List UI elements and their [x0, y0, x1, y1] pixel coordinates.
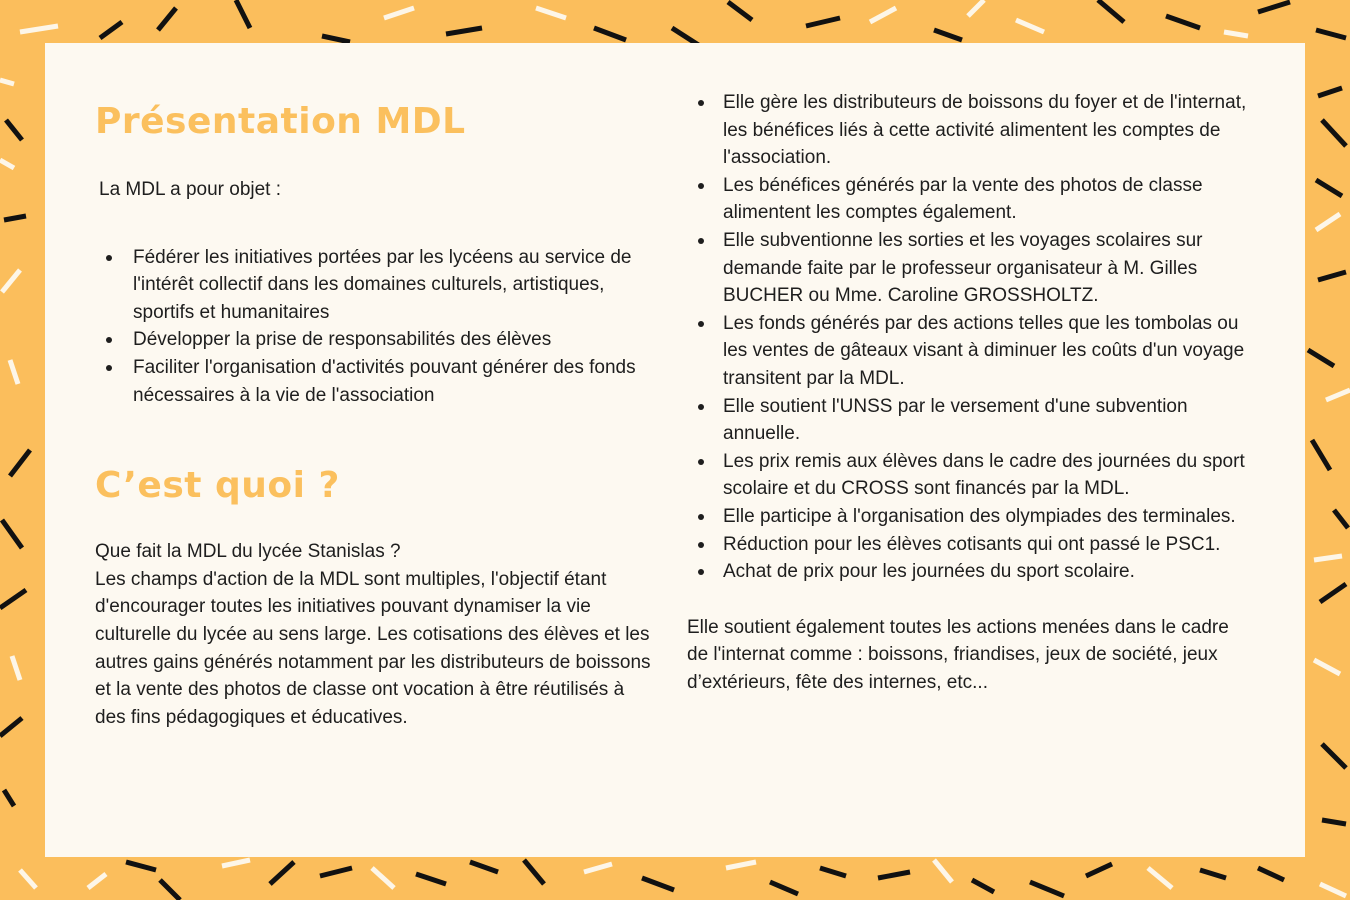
confetti-stroke [1316, 180, 1342, 196]
description-paragraph: Les champs d'action de la MDL sont multiples, l'objectif étant d'encourager toutes les initiatives pouvant dynamiser la vie culturelle du lycée au sens large. Les cotisations des élèves et les autres gains générés notamment par les distributeurs de boissons et la vente des photos de classe ont vocation à être réutilisés à des fins pédagogiques et éducatives. [95, 568, 651, 728]
intro-text: La MDL a pour objet : [99, 179, 282, 200]
confetti-stroke [320, 868, 352, 876]
confetti-stroke [934, 860, 952, 882]
confetti-stroke [4, 216, 26, 220]
confetti-stroke [870, 8, 896, 22]
confetti-stroke [1316, 214, 1340, 230]
confetti-stroke [1314, 660, 1340, 674]
confetti-stroke [972, 880, 994, 892]
confetti-stroke [524, 860, 544, 884]
confetti-stroke [806, 18, 840, 26]
confetti-stroke [1322, 820, 1346, 824]
list-item: Faciliter l'organisation d'activités pouvant générer des fonds nécessaires à la vie de l'association [95, 354, 655, 409]
list-item: Elle gère les distributeurs de boissons du foyer et de l'internat, les bénéfices liés à cette activité alimentent les comptes de l'association. [687, 89, 1247, 172]
confetti-stroke [1148, 868, 1172, 888]
confetti-stroke [126, 862, 156, 870]
confetti-stroke [470, 862, 498, 872]
list-item: Développer la prise de responsabilités des élèves [95, 326, 655, 354]
confetti-stroke [88, 874, 106, 888]
confetti-stroke [1320, 584, 1346, 602]
confetti-stroke [2, 520, 22, 548]
confetti-stroke [100, 22, 122, 38]
confetti-stroke [728, 2, 752, 20]
confetti-stroke [0, 160, 14, 168]
confetti-stroke [1308, 350, 1334, 366]
confetti-stroke [322, 36, 350, 42]
confetti-stroke [446, 28, 482, 34]
right-column [687, 89, 1247, 696]
confetti-stroke [1326, 390, 1350, 400]
confetti-stroke [12, 656, 20, 680]
closing-paragraph: Elle soutient également toutes les actions menées dans le cadre de l'internat comme : boissons, friandises, jeux de société, jeux d’extérieurs, fête des internes, etc... [687, 616, 1229, 693]
list-item: Elle subventionne les sorties et les voyages scolaires sur demande faite par le professeur organisateur à M. Gilles BUCHER ou Mme. Caroline GROSSHOLTZ. [687, 227, 1247, 310]
activities-list [687, 89, 1247, 586]
confetti-stroke [158, 8, 176, 30]
confetti-stroke [1320, 884, 1346, 896]
confetti-stroke [584, 864, 612, 872]
confetti-stroke [10, 360, 18, 384]
confetti-stroke [594, 28, 626, 40]
confetti-stroke [6, 120, 22, 140]
confetti-stroke [1322, 120, 1346, 146]
list-item: Elle soutient l'UNSS par le versement d'une subvention annuelle. [687, 393, 1247, 448]
question-text: Que fait la MDL du lycée Stanislas ? [95, 541, 401, 563]
list-item: Achat de prix pour les journées du sport scolaire. [687, 558, 1247, 586]
confetti-stroke [1098, 0, 1124, 22]
confetti-stroke [372, 868, 394, 888]
section-title-cest-quoi: C’est quoi ? [95, 465, 340, 507]
confetti-stroke [160, 880, 180, 900]
list-item: Les fonds générés par des actions telles que les tombolas ou les ventes de gâteaux visant à diminuer les coûts d'un voyage transitent par la MDL. [687, 310, 1247, 393]
confetti-stroke [1166, 16, 1200, 28]
confetti-stroke [1224, 32, 1248, 36]
confetti-stroke [1314, 556, 1342, 560]
list-item: Les bénéfices générés par la vente des photos de classe alimentent les comptes également. [687, 172, 1247, 227]
confetti-stroke [416, 874, 446, 884]
confetti-stroke [20, 26, 58, 32]
confetti-stroke [0, 590, 26, 608]
confetti-stroke [1016, 20, 1044, 32]
confetti-stroke [642, 878, 674, 890]
confetti-stroke [2, 270, 20, 292]
confetti-stroke [1030, 882, 1064, 896]
confetti-stroke [222, 860, 250, 866]
confetti-stroke [726, 862, 756, 868]
confetti-stroke [1322, 744, 1346, 768]
confetti-stroke [20, 870, 36, 888]
confetti-stroke [878, 872, 910, 878]
confetti-stroke [968, 0, 984, 16]
list-item: Les prix remis aux élèves dans le cadre des journées du sport scolaire et du CROSS sont financés par la MDL. [687, 448, 1247, 503]
confetti-stroke [770, 882, 798, 894]
confetti-stroke [820, 868, 846, 876]
confetti-stroke [10, 450, 30, 476]
confetti-stroke [1258, 868, 1284, 880]
confetti-stroke [1318, 88, 1342, 96]
confetti-stroke [4, 790, 14, 806]
confetti-stroke [536, 8, 566, 18]
confetti-stroke [1316, 30, 1346, 38]
confetti-stroke [934, 30, 962, 40]
description-block [95, 538, 655, 731]
confetti-stroke [1334, 510, 1348, 528]
confetti-stroke [0, 80, 14, 84]
list-item: Fédérer les initiatives portées par les lycéens au service de l'intérêt collectif dans les domaines culturels, artistiques, sportifs et humanitaires [95, 244, 655, 327]
confetti-stroke [1200, 870, 1226, 878]
list-item: Elle participe à l'organisation des olympiades des terminales. [687, 503, 1247, 531]
left-column [95, 101, 655, 731]
objectives-list [95, 244, 655, 410]
confetti-stroke [384, 8, 414, 18]
presentation-title: Présentation MDL [95, 101, 466, 142]
confetti-stroke [270, 862, 294, 884]
confetti-stroke [1318, 272, 1346, 280]
confetti-stroke [0, 718, 22, 736]
confetti-stroke [1312, 440, 1330, 470]
list-item: Réduction pour les élèves cotisants qui ont passé le PSC1. [687, 531, 1247, 559]
confetti-stroke [236, 0, 250, 28]
content-card [45, 43, 1305, 857]
confetti-stroke [1086, 864, 1112, 876]
confetti-stroke [1258, 2, 1290, 12]
